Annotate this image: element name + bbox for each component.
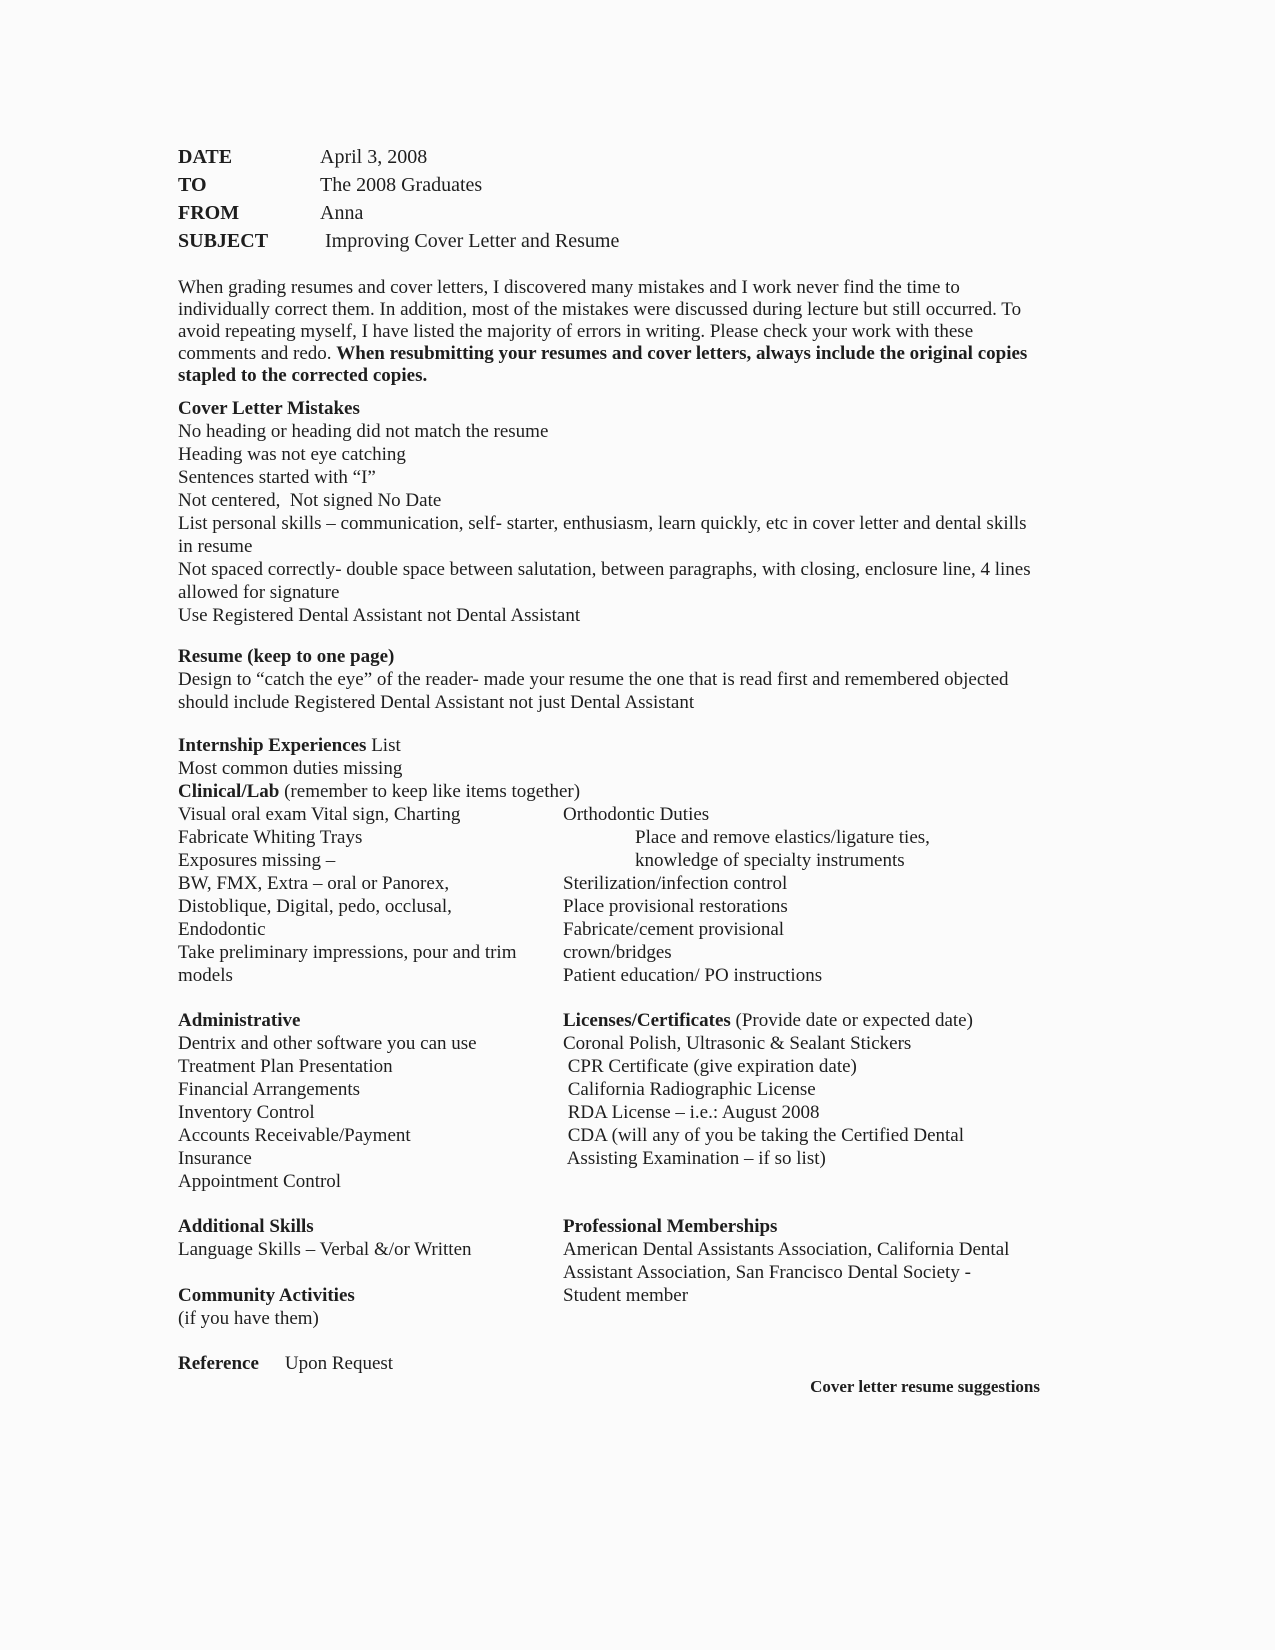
list-item: CDA (will any of you be taking the Certified Dental <box>563 1125 965 1146</box>
list-item: Dentrix and other software you can use <box>178 1033 477 1054</box>
list-item: Sentences started with “I” <box>178 467 376 488</box>
memo-header-row <box>178 171 1040 199</box>
list-item: Coronal Polish, Ultrasonic & Sealant Stickers <box>563 1033 912 1054</box>
list-item: Not spaced correctly- double space between salutation, between paragraphs, with closing, enclosure line, 4 lines allowed for signature <box>178 559 1036 603</box>
cover-letter-mistakes-list <box>178 420 1040 627</box>
intro-text: When grading resumes and cover letters, I discovered many mistakes and I work never find the time to individually correct them. In addition, most of the mistakes were discussed during lecture but still occurred. To avoid repeating myself, I have listed the majority of errors in writing. Please check your work with these comments and redo. <box>178 277 1026 364</box>
community-activities-note: (if you have them) <box>178 1308 319 1329</box>
list-item: models <box>178 965 233 986</box>
list-item: Fabricate Whiting Trays <box>178 827 363 848</box>
list-item: Endodontic <box>178 919 266 940</box>
blank-line <box>178 1261 563 1284</box>
clinical-lab-heading <box>178 780 1040 803</box>
list-item: Not centered, Not signed No Date <box>178 490 442 511</box>
list-item: American Dental Assistants Association, California Dental <box>563 1239 1010 1260</box>
footer-note: Cover letter resume suggestions <box>810 1377 1040 1396</box>
licenses-heading-rest: (Provide date or expected date) <box>730 1010 973 1031</box>
memo-field-value: Anna <box>320 202 364 224</box>
list-item: California Radiographic License <box>563 1079 816 1100</box>
skills-memberships-section <box>178 1215 1040 1330</box>
additional-skills-heading: Additional Skills <box>178 1216 314 1237</box>
list-item: Assistant Association, San Francisco Dental Society - <box>563 1262 971 1283</box>
clinical-left-column <box>178 803 563 987</box>
internship-heading <box>178 734 1040 757</box>
list-item: Student member <box>563 1285 689 1306</box>
list-item: CPR Certificate (give expiration date) <box>563 1056 857 1077</box>
community-activities-heading: Community Activities <box>178 1285 355 1306</box>
internship-section <box>178 734 1040 987</box>
memberships-column <box>563 1215 1040 1307</box>
list-item: Inventory Control <box>178 1102 315 1123</box>
list-item: Patient education/ PO instructions <box>563 965 823 986</box>
intro-paragraph <box>178 277 1040 387</box>
clinical-lab-heading-rest: (remember to keep like items together) <box>279 781 581 802</box>
memo-field-value: The 2008 Graduates <box>320 174 483 196</box>
list-item: List personal skills – communication, self- starter, enthusiasm, learn quickly, etc in cover letter and dental skills in resume <box>178 513 1032 557</box>
cover-letter-mistakes-section <box>178 397 1040 627</box>
list-item: knowledge of specialty instruments <box>635 850 905 871</box>
reference-line <box>178 1352 1040 1375</box>
resume-section <box>178 645 1040 714</box>
memo-field-value: April 3, 2008 <box>320 146 428 168</box>
document-page <box>178 0 1040 1397</box>
reference-label: Reference <box>178 1353 259 1374</box>
licenses-heading <box>563 1009 1040 1032</box>
intro-bold-text: When resubmitting your resumes and cover letters, always include the original copies stapled to the corrected copies. <box>178 343 1033 386</box>
additional-skills-list <box>178 1238 563 1261</box>
list-item: BW, FMX, Extra – oral or Panorex, <box>178 873 450 894</box>
memo-header-row <box>178 227 1040 255</box>
administrative-heading: Administrative <box>178 1010 301 1031</box>
list-item: Language Skills – Verbal &/or Written <box>178 1239 472 1260</box>
professional-memberships-heading: Professional Memberships <box>563 1216 778 1237</box>
memo-field-label: FROM <box>178 202 240 224</box>
list-item: Place provisional restorations <box>563 896 788 917</box>
list-item: Appointment Control <box>178 1171 342 1192</box>
skills-community-column <box>178 1215 563 1330</box>
memo-field-label: DATE <box>178 146 233 168</box>
clinical-columns <box>178 803 1040 987</box>
list-item: Assisting Examination – if so list) <box>563 1148 826 1169</box>
administrative-licenses-section <box>178 1009 1040 1193</box>
resume-heading: Resume (keep to one page) <box>178 646 395 667</box>
clinical-lab-heading-bold: Clinical/Lab <box>178 781 280 802</box>
administrative-list <box>178 1032 563 1193</box>
list-item: Insurance <box>178 1148 252 1169</box>
administrative-column <box>178 1009 563 1193</box>
memo-field-label: SUBJECT <box>178 230 269 252</box>
list-item: Visual oral exam Vital sign, Charting <box>178 804 461 825</box>
licenses-list <box>563 1032 1040 1170</box>
list-item: Place and remove elastics/ligature ties, <box>635 827 930 848</box>
list-item: Accounts Receivable/Payment <box>178 1125 411 1146</box>
internship-heading-bold: Internship Experiences <box>178 735 367 756</box>
licenses-column <box>563 1009 1040 1170</box>
list-item: crown/bridges <box>563 942 672 963</box>
list-item: Heading was not eye catching <box>178 444 406 465</box>
list-item: Treatment Plan Presentation <box>178 1056 393 1077</box>
list-item: Distoblique, Digital, pedo, occlusal, <box>178 896 452 917</box>
list-item: No heading or heading did not match the resume <box>178 421 549 442</box>
list-item: Exposures missing – <box>178 850 336 871</box>
memo-header-row <box>178 199 1040 227</box>
professional-memberships-list <box>563 1238 1040 1307</box>
memo-header <box>178 143 1040 255</box>
internship-subline: Most common duties missing <box>178 758 403 779</box>
internship-heading-rest: List <box>366 735 401 756</box>
list-item: Orthodontic Duties <box>563 804 710 825</box>
memo-field-value: Improving Cover Letter and Resume <box>320 230 620 252</box>
list-item: Financial Arrangements <box>178 1079 361 1100</box>
clinical-right-column <box>563 803 1040 987</box>
cover-letter-mistakes-heading: Cover Letter Mistakes <box>178 398 360 419</box>
list-item: Use Registered Dental Assistant not Dental Assistant <box>178 605 581 626</box>
list-item: Fabricate/cement provisional <box>563 919 785 940</box>
list-item: Take preliminary impressions, pour and trim <box>178 942 517 963</box>
list-item: RDA License – i.e.: August 2008 <box>563 1102 820 1123</box>
memo-field-label: TO <box>178 174 207 196</box>
list-item: Sterilization/infection control <box>563 873 788 894</box>
licenses-heading-bold: Licenses/Certificates <box>563 1010 731 1031</box>
reference-value: Upon Request <box>284 1353 394 1374</box>
memo-header-row <box>178 143 1040 171</box>
resume-body: Design to “catch the eye” of the reader- made your resume the one that is read first and remembered objected should include Registered Dental Assistant not just Dental Assistant <box>178 669 1014 713</box>
